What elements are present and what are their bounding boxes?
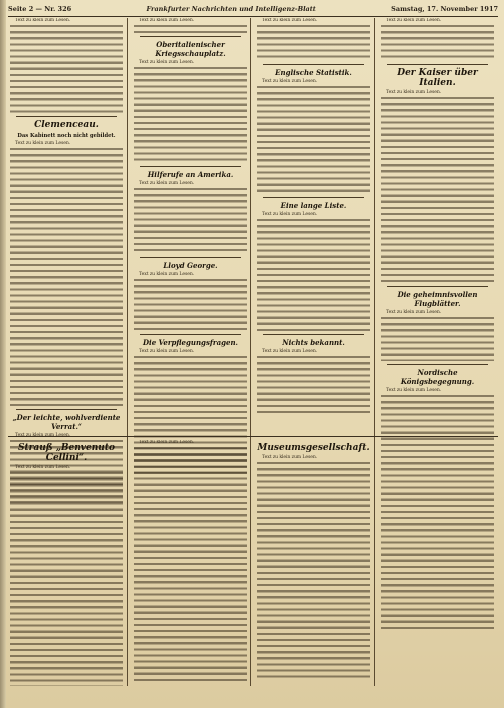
headline-museumsgesellschaft: Museumsgesellschaft. bbox=[257, 443, 370, 453]
article-clemenceau: Text zu klein zum Lesen. bbox=[10, 141, 123, 406]
header-masthead: Frankfurter Nachrichten und Intelligenz-Blatt bbox=[146, 5, 316, 13]
article-cellini: Text zu klein zum Lesen. bbox=[10, 465, 123, 686]
article-continued: Text zu klein zum Lesen. bbox=[381, 18, 494, 61]
headline-amerika: Hilferufe an Amerika. bbox=[147, 170, 234, 180]
article-museumsgesellschaft: Text zu klein zum Lesen. bbox=[257, 455, 370, 678]
headline-flugblaetter: Die geheimnisvollen Flugblätter. bbox=[397, 290, 478, 309]
article-cellini-cont: Text zu klein zum Lesen. bbox=[134, 440, 247, 683]
headline-verrat: „Der leichte, wohlverdiente Verrat.“ bbox=[12, 413, 121, 432]
article-koenigsbegegnung: Text zu klein zum Lesen. bbox=[381, 388, 494, 631]
page-header bbox=[8, 2, 498, 17]
headline-oberitalien: Oberitalienischer Kriegsschauplatz. bbox=[155, 40, 226, 59]
headline-verpflegung: Die Verpflegungsfragen. bbox=[142, 338, 238, 348]
article-liste: Text zu klein zum Lesen. bbox=[257, 212, 370, 331]
column-4 bbox=[381, 18, 494, 631]
headline-statistik: Englische Statistik. bbox=[275, 68, 352, 78]
article-kaiser: Text zu klein zum Lesen. bbox=[381, 90, 494, 283]
column-rule bbox=[250, 18, 251, 686]
article-statistik: Text zu klein zum Lesen. bbox=[257, 79, 370, 194]
headline-koenigsbegegnung: Nordische Königsbegegnung. bbox=[400, 368, 475, 387]
page-binding-edge bbox=[0, 0, 6, 708]
feuilleton-col-2 bbox=[134, 440, 247, 686]
feuilleton-col-1 bbox=[10, 440, 123, 686]
subhead-clemenceau: Das Kabinett noch nicht gebildet. bbox=[17, 133, 116, 140]
article-continued: Text zu klein zum Lesen. bbox=[134, 18, 247, 33]
article-nichts-bekannt: Text zu klein zum Lesen. bbox=[257, 349, 370, 414]
headline-lloyd-george: Lloyd George. bbox=[163, 261, 218, 271]
headline-liste: Eine lange Liste. bbox=[280, 201, 347, 211]
column-rule bbox=[127, 18, 128, 686]
column-3 bbox=[257, 18, 370, 414]
column-rule bbox=[374, 18, 375, 686]
article-flugblaetter: Text zu klein zum Lesen. bbox=[381, 310, 494, 361]
article-lloyd-george: Text zu klein zum Lesen. bbox=[134, 272, 247, 331]
headline-nichts-bekannt: Nichts bekannt. bbox=[282, 338, 345, 348]
header-date: Samstag, 17. November 1917 bbox=[391, 5, 498, 13]
headline-kaiser: Der Kaiser über Italien. bbox=[397, 68, 478, 89]
article-oberitalien: Text zu klein zum Lesen. bbox=[134, 60, 247, 163]
article-continued: Text zu klein zum Lesen. bbox=[257, 18, 370, 61]
column-1 bbox=[10, 18, 123, 504]
header-page-number: Seite 2 — Nr. 326 bbox=[8, 5, 72, 13]
article-amerika: Text zu klein zum Lesen. bbox=[134, 181, 247, 254]
article-continued: Text zu klein zum Lesen. bbox=[10, 18, 123, 113]
feuilleton-rule bbox=[8, 436, 498, 437]
column-2 bbox=[134, 18, 247, 476]
headline-clemenceau: Clemenceau. bbox=[34, 120, 99, 131]
headline-cellini: Strauß „Benvenuto Cellini“. bbox=[17, 443, 115, 463]
article-verpflegung: Text zu klein zum Lesen. bbox=[134, 349, 247, 476]
feuilleton-col-3 bbox=[257, 440, 370, 686]
